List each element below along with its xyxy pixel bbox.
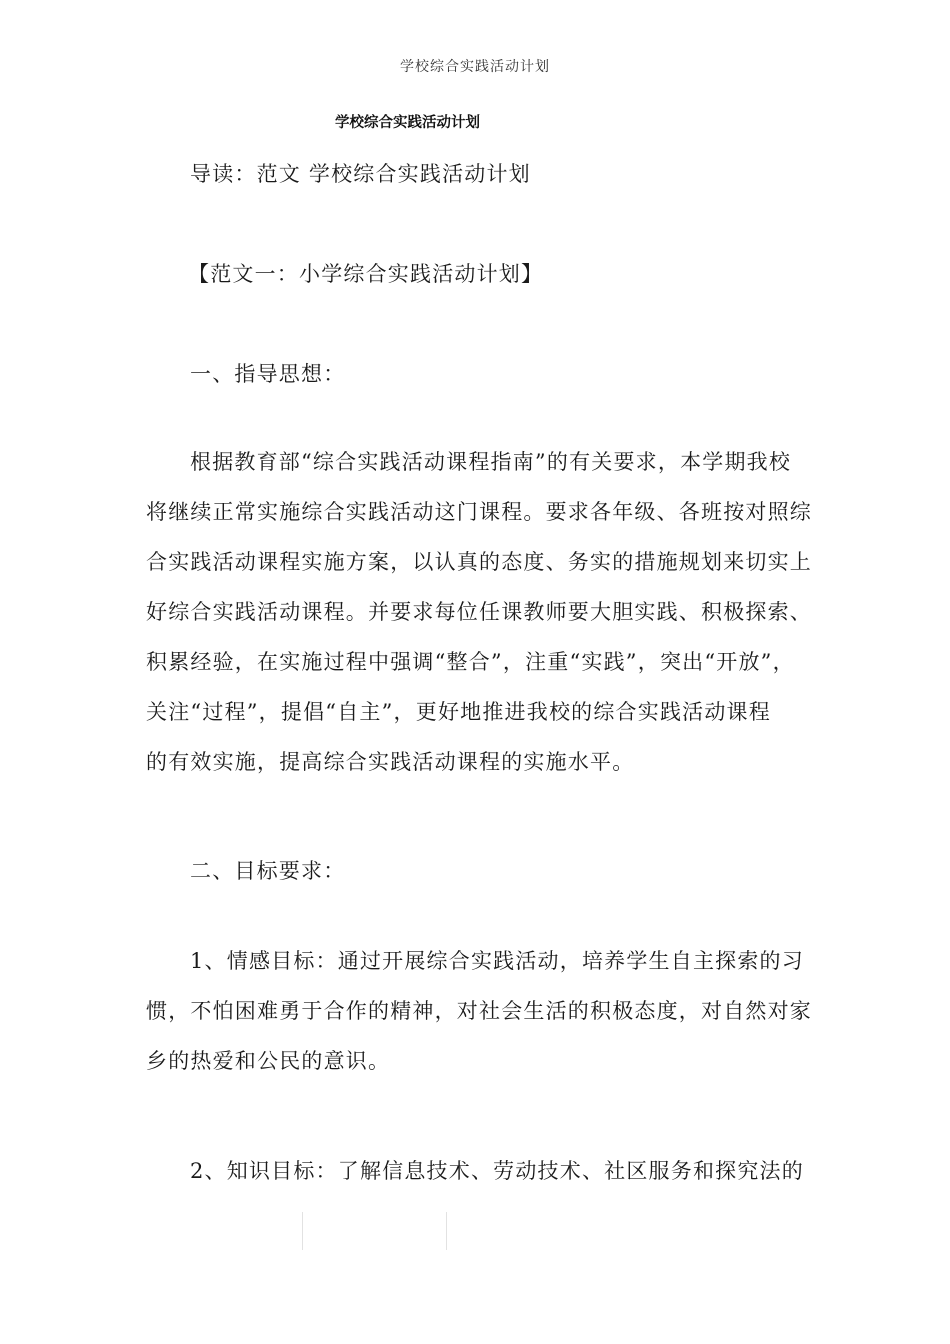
divider-right xyxy=(446,1212,447,1250)
lead-line: 导读：范文 学校综合实践活动计划 xyxy=(190,162,531,186)
paragraph-line: 根据教育部“综合实践活动课程指南”的有关要求，本学期我校 xyxy=(190,450,792,474)
paragraph-line: 乡的热爱和公民的意识。 xyxy=(146,1049,391,1073)
paragraph-line: 的有效实施，提高综合实践活动课程的实施水平。 xyxy=(146,750,635,774)
paragraph-line: 惯，不怕困难勇于合作的精神，对社会生活的积极态度，对自然对家 xyxy=(146,999,812,1023)
paragraph-line: 积累经验，在实施过程中强调“整合”，注重“实践”，突出“开放”， xyxy=(146,650,795,674)
divider-left xyxy=(302,1212,303,1250)
heading-goals: 二、目标要求： xyxy=(190,859,346,883)
paragraph-line: 将继续正常实施综合实践活动这门课程。要求各年级、各班按对照综 xyxy=(146,500,812,524)
paragraph-line: 1、情感目标：通过开展综合实践活动，培养学生自主探索的习 xyxy=(190,949,804,973)
paragraph-line: 好综合实践活动课程。并要求每位任课教师要大胆实践、积极探索、 xyxy=(146,600,812,624)
running-header: 学校综合实践活动计划 xyxy=(400,59,550,75)
section-title: 【范文一：小学综合实践活动计划】 xyxy=(188,262,544,286)
document-title: 学校综合实践活动计划 xyxy=(335,114,480,131)
paragraph-line: 合实践活动课程实施方案，以认真的态度、务实的措施规划来切实上 xyxy=(146,550,812,574)
paragraph-line: 关注“过程”，提倡“自主”，更好地推进我校的综合实践活动课程 xyxy=(146,700,771,724)
heading-guiding-ideology: 一、指导思想： xyxy=(190,362,346,386)
paragraph-knowledge-goal: 2、知识目标：了解信息技术、劳动技术、社区服务和探究法的 xyxy=(190,1159,804,1183)
